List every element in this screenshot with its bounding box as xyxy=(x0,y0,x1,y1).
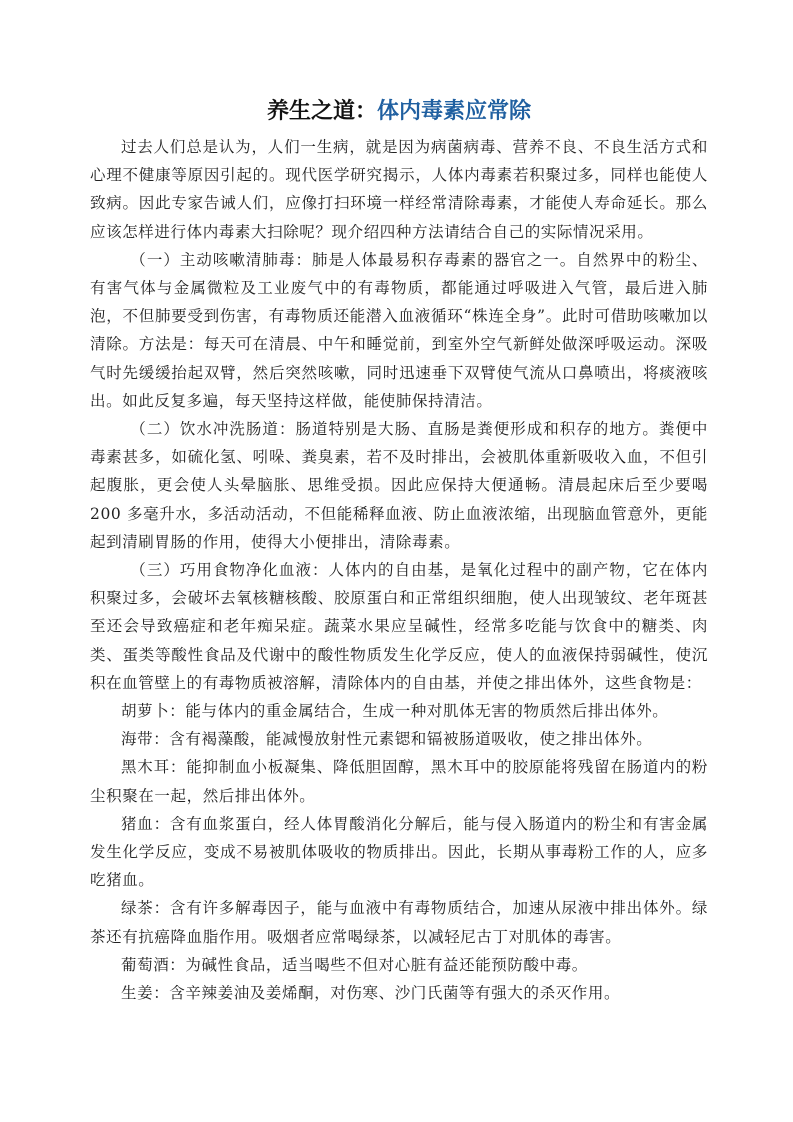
document-title xyxy=(90,94,708,130)
food-wine-paragraph: 葡萄酒：为碱性食品，适当喝些不但对心脏有益还能预防酸中毒。 xyxy=(121,955,588,974)
title-prefix: 养生之道： xyxy=(266,99,377,124)
title-main: 体内毒素应常除 xyxy=(377,99,532,124)
method-3-paragraph: （三）巧用食物净化血液：人体内的自由基，是氧化过程中的副产物，它在体内积聚过多，会破坏去氧核糖核酸、胶原蛋白和正常组织细胞，使人出现皱纹、老年斑甚至还会导致癌症和老年痴呆症。蔬菜水果应呈碱性，经常多吃能与饮食中的糖类、肉类、蛋类等酸性食品及代谢中的酸性物质发生化学反应，使人的血液保持弱碱性，使沉积在血管壁上的有毒物质被溶解，清除体内的自由基，并使之排出体外，这些食物是： xyxy=(90,561,708,692)
food-green-tea-paragraph: 绿茶：含有许多解毒因子，能与血液中有毒物质结合，加速从尿液中排出体外。绿茶还有抗癌降血脂作用。吸烟者应常喝绿茶，以减轻尼古丁对肌体的毒害。 xyxy=(90,899,708,946)
intro-paragraph: 过去人们总是认为，人们一生病，就是因为病菌病毒、营养不良、不良生活方式和心理不健康等原因引起的。现代医学研究揭示，人体内毒素若积聚过多，同样也能使人致病。因此专家告诫人们，应像打扫环境一样经常清除毒素，才能使人寿命延长。那么应该怎样进行体内毒素大扫除呢？现介绍四种方法请结合自己的实际情况采用。 xyxy=(90,138,708,241)
method-2-paragraph: （二）饮水冲洗肠道：肠道特别是大肠、直肠是粪便形成和积存的地方。粪便中毒素甚多，如硫化氢、吲哚、粪臭素，若不及时排出，会被肌体重新吸收入血，不但引起腹胀，更会使人头晕脑胀、思维受损。因此应保持大便通畅。清晨起床后至少要喝 200 多毫升水，多活动活动，不但能稀释血液、防止血液浓缩，出现脑血管意外，更能起到清刷胃肠的作用，使得大小便排出，清除毒素。 xyxy=(90,420,708,551)
food-black-fungus-paragraph: 黑木耳：能抑制血小板凝集、降低胆固醇，黑木耳中的胶原能将残留在肠道内的粉尘积聚在一起，然后排出体外。 xyxy=(90,758,708,805)
food-ginger-paragraph: 生姜：含辛辣姜油及姜烯酮，对伤寒、沙门氏菌等有强大的杀灭作用。 xyxy=(121,984,621,1003)
document-page xyxy=(90,94,708,1007)
food-pig-blood-paragraph: 猪血：含有血浆蛋白，经人体胃酸消化分解后，能与侵入肠道内的粉尘和有害金属发生化学反应，变成不易被肌体吸收的物质排出。因此，长期从事毒粉工作的人，应多吃猪血。 xyxy=(90,814,708,890)
food-carrot-paragraph: 胡萝卜：能与体内的重金属结合，生成一种对肌体无害的物质然后排出体外。 xyxy=(121,702,669,721)
method-1-paragraph: （一）主动咳嗽清肺毒：肺是人体最易积存毒素的器官之一。自然界中的粉尘、有害气体与金属微粒及工业废气中的有毒物质，都能通过呼吸进入气管，最后进入肺泡，不但肺要受到伤害，有毒物质还能潜入血液循环“株连全身”。此时可借助咳嗽加以清除。方法是：每天可在清晨、中午和睡觉前，到室外空气新鲜处做深呼吸运动。深吸气时先缓缓抬起双臂，然后突然咳嗽，同时迅速垂下双臂使气流从口鼻喷出，将痰液咳出。如此反复多遍，每天坚持这样做，能使肺保持清洁。 xyxy=(90,250,708,410)
food-kelp-paragraph: 海带：含有褐藻酸，能减慢放射性元素锶和镉被肠道吸收，使之排出体外。 xyxy=(121,730,653,749)
